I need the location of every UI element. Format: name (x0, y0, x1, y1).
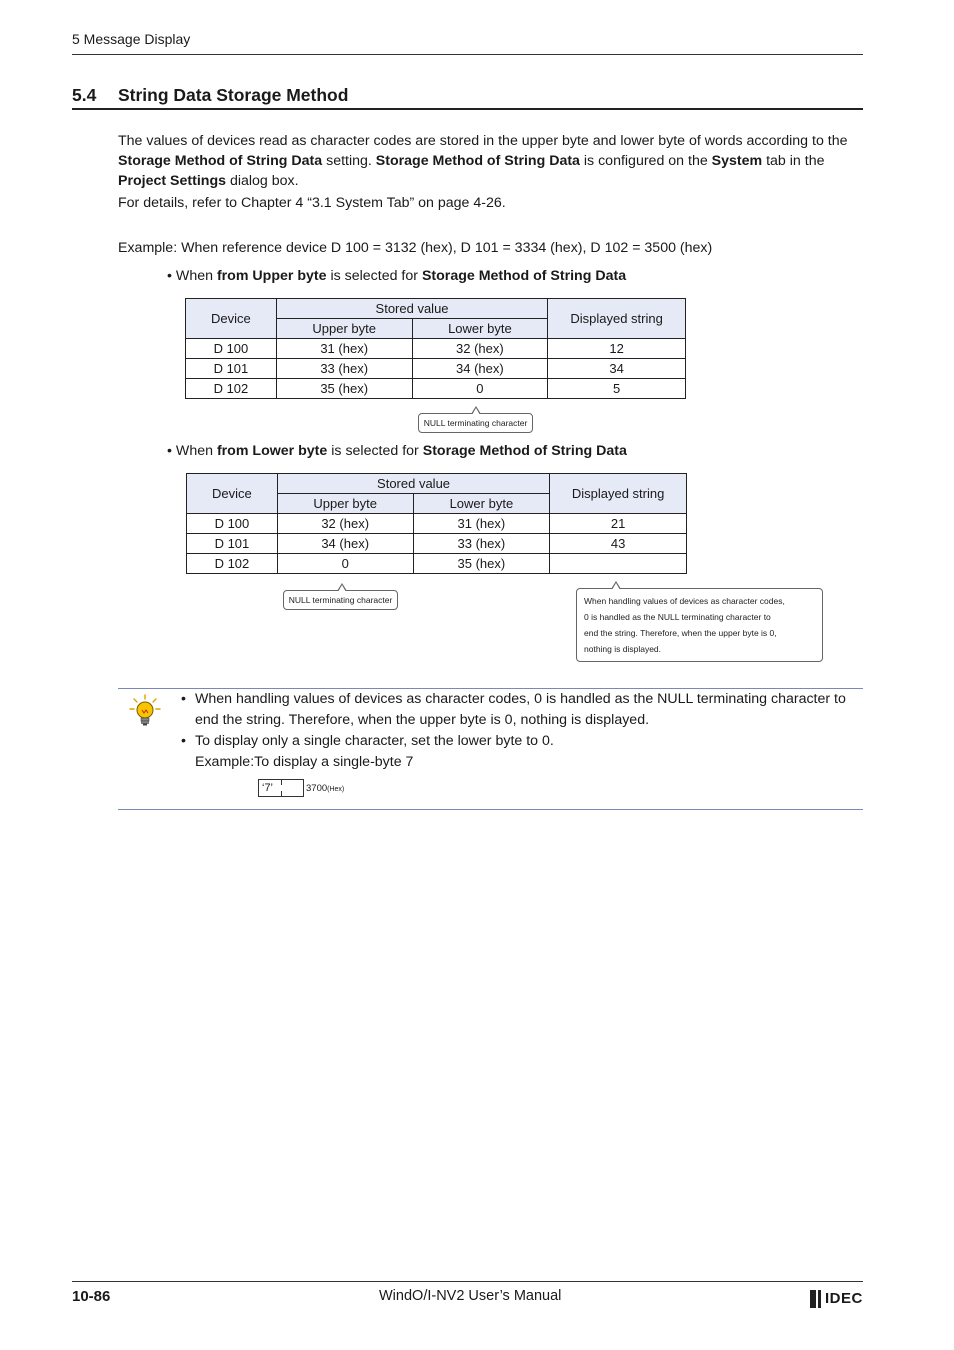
table-row: D 100 31 (hex) 32 (hex) 12 (186, 339, 686, 359)
table-row: D 100 32 (hex) 31 (hex) 21 (187, 514, 687, 534)
section-title (72, 85, 348, 106)
upper-byte-bullet: • When from Upper byte is selected for Storage Method of String Data (167, 268, 627, 284)
col-stored-value: Stored value (277, 474, 549, 494)
section-rule (72, 108, 863, 110)
page-number: 10-86 (72, 1288, 111, 1305)
idec-logo: IDEC (810, 1290, 864, 1309)
null-terminator-callout-2: NULL terminating character (283, 590, 398, 610)
intro-line-2: Storage Method of String Data setting. Storage Method of String Data is configured on the System tab in the (118, 153, 825, 169)
word-box (258, 779, 304, 797)
null-terminator-callout: NULL terminating character (418, 413, 533, 433)
note-bullet-1: • (181, 691, 186, 707)
bold-setting-name-2: Storage Method of String Data (375, 153, 580, 169)
table-row: D 101 33 (hex) 34 (hex) 34 (186, 359, 686, 379)
lightbulb-icon (128, 693, 162, 729)
intro-line-1: The values of devices read as character codes are stored in the upper byte and lower byte of words according to the (118, 133, 848, 149)
bold-system-tab: System (711, 153, 763, 169)
table-row: D 102 35 (hex) 0 5 (186, 379, 686, 399)
col-upper-byte: Upper byte (277, 494, 413, 514)
note-item-1: When handling values of devices as character codes, 0 is handled as the NULL terminating character to end the string. Therefore, when the upper byte is 0, nothing is displayed. (195, 691, 846, 728)
reference-line: For details, refer to Chapter 4 “3.1 System Tab” on page 4-26. (118, 195, 506, 211)
col-device: Device (187, 474, 278, 514)
col-lower-byte: Lower byte (413, 494, 550, 514)
col-displayed-string: Displayed string (548, 299, 686, 339)
intro-paragraph (118, 131, 866, 258)
col-device: Device (186, 299, 277, 339)
note-bottom-rule (118, 809, 863, 810)
bold-setting-name: Storage Method of String Data (118, 153, 323, 169)
header-rule (72, 54, 863, 55)
section-number: 5.4 (72, 85, 97, 105)
table-row: D 102 0 35 (hex) (187, 554, 687, 574)
col-displayed-string: Displayed string (550, 474, 687, 514)
intro-line-3: Project Settings dialog box. (118, 173, 299, 189)
running-header: 5 Message Display (72, 31, 191, 47)
lower-byte-table (186, 473, 687, 574)
section-title-text: String Data Storage Method (118, 85, 349, 105)
hex-value: 3700(Hex) (306, 783, 345, 794)
manual-title: WindO/I-NV2 User’s Manual (379, 1288, 562, 1304)
table-row: D 101 34 (hex) 33 (hex) 43 (187, 534, 687, 554)
footer-rule (72, 1281, 863, 1282)
note-item-2: To display only a single character, set the lower byte to 0. Example:To display a single-byte 7 (195, 733, 554, 770)
char-value: ‘7’ (262, 782, 274, 794)
bold-project-settings: Project Settings (118, 173, 227, 189)
col-lower-byte: Lower byte (412, 319, 548, 339)
example-line: Example: When reference device D 100 = 3132 (hex), D 101 = 3334 (hex), D 102 = 3500 (hex) (118, 240, 713, 256)
col-upper-byte: Upper byte (276, 319, 412, 339)
note-bullet-2: • (181, 733, 186, 749)
lower-byte-bullet: • When from Lower byte is selected for Storage Method of String Data (167, 443, 627, 459)
upper-byte-table (185, 298, 686, 399)
empty-display-callout: When handling values of devices as character codes, 0 is handled as the NULL terminating character to end the string. Therefore, when the upper byte is 0, nothing is displayed. (576, 588, 823, 662)
col-stored-value: Stored value (276, 299, 547, 319)
